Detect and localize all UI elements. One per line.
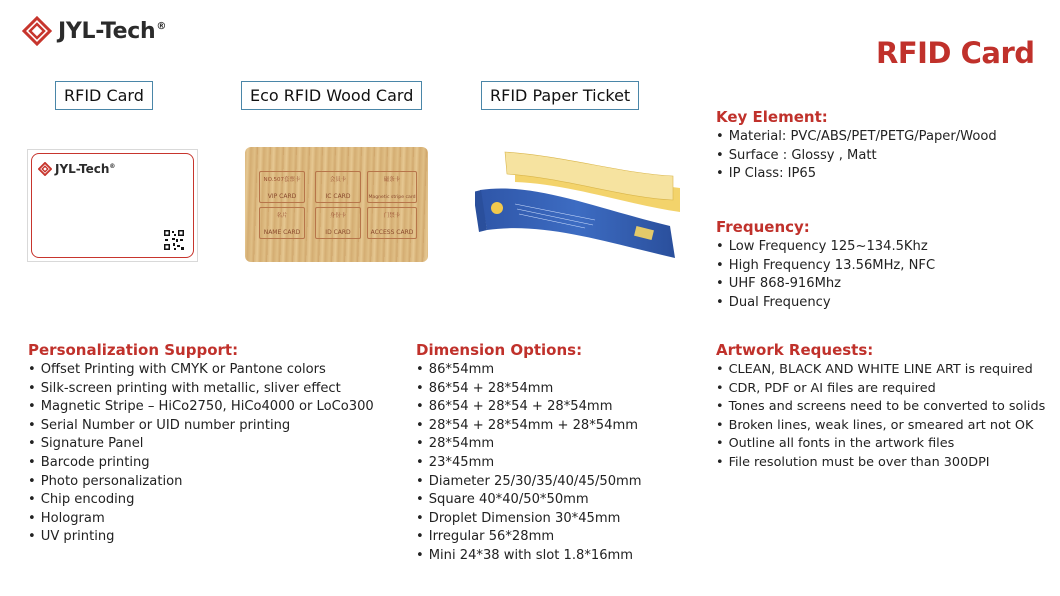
key-element-list	[716, 128, 997, 184]
dimension-list	[416, 361, 642, 566]
brand-name: JYL-Tech®	[58, 18, 167, 44]
wood-cell-ic: 会员卡 IC CARD	[315, 171, 361, 203]
personalization-list	[28, 361, 374, 547]
list-item: • Surface : Glossy , Matt	[716, 147, 997, 166]
qr-code-icon	[163, 229, 185, 251]
frequency-section	[716, 218, 935, 312]
list-item: • Barcode printing	[28, 454, 374, 473]
list-item: • File resolution must be over than 300DPI	[716, 454, 1045, 473]
list-item: • Low Frequency 125~134.5Khz	[716, 238, 935, 257]
list-item: • Droplet Dimension 30*45mm	[416, 510, 642, 529]
list-item: • Magnetic Stripe – HiCo2750, HiCo4000 or LoCo300	[28, 398, 374, 417]
personalization-section	[28, 341, 374, 547]
list-item: • Dual Frequency	[716, 294, 935, 313]
list-item: • Signature Panel	[28, 435, 374, 454]
card-border	[31, 153, 194, 258]
list-item: • 28*54mm	[416, 435, 642, 454]
list-item: • Chip encoding	[28, 491, 374, 510]
label-paper-ticket: RFID Paper Ticket	[481, 81, 639, 110]
card-logo-icon	[38, 162, 52, 176]
key-element-title: Key Element:	[716, 108, 828, 126]
list-item: • 86*54 + 28*54mm	[416, 380, 642, 399]
dimension-section	[416, 341, 642, 566]
list-item: • CDR, PDF or AI files are required	[716, 380, 1045, 399]
list-item: • CLEAN, BLACK AND WHITE LINE ART is required	[716, 361, 1045, 380]
wood-cell-magnetic: 磁条卡 Magnetic stripe card	[367, 171, 417, 203]
list-item: • Silk-screen printing with metallic, sliver effect	[28, 380, 374, 399]
paper-ticket-image	[475, 142, 690, 267]
label-eco-wood-card: Eco RFID Wood Card	[241, 81, 422, 110]
list-item: • 23*45mm	[416, 454, 642, 473]
key-element-section	[716, 108, 997, 184]
list-item: • Broken lines, weak lines, or smeared art not OK	[716, 417, 1045, 436]
frequency-list	[716, 238, 935, 312]
list-item: • Mini 24*38 with slot 1.8*16mm	[416, 547, 642, 566]
card-logo	[38, 162, 115, 176]
list-item: • High Frequency 13.56MHz, NFC	[716, 257, 935, 276]
brand-logo	[22, 16, 166, 46]
list-item: • Square 40*40/50*50mm	[416, 491, 642, 510]
list-item: • Serial Number or UID number printing	[28, 417, 374, 436]
list-item: • Material: PVC/ABS/PET/PETG/Paper/Wood	[716, 128, 997, 147]
artwork-section	[716, 341, 1045, 473]
list-item: • IP Class: IP65	[716, 165, 997, 184]
list-item: • Outline all fonts in the artwork files	[716, 435, 1045, 454]
list-item: • 86*54 + 28*54 + 28*54mm	[416, 398, 642, 417]
wood-cell-id: 身份卡 ID CARD	[315, 207, 361, 239]
ticket-emblem	[491, 202, 503, 214]
artwork-list	[716, 361, 1045, 473]
dimension-title: Dimension Options:	[416, 341, 583, 359]
card-logo-text: JYL-Tech®	[55, 162, 116, 176]
frequency-title: Frequency:	[716, 218, 810, 236]
list-item: • UV printing	[28, 528, 374, 547]
wood-cell-access: 门禁卡 ACCESS CARD	[367, 207, 417, 239]
wood-cell-name: 名片 NAME CARD	[259, 207, 305, 239]
label-rfid-card: RFID Card	[55, 81, 153, 110]
list-item: • Irregular 56*28mm	[416, 528, 642, 547]
list-item: • Hologram	[28, 510, 374, 529]
list-item: • UHF 868-916Mhz	[716, 275, 935, 294]
list-item: • Offset Printing with CMYK or Pantone colors	[28, 361, 374, 380]
list-item: • Tones and screens need to be converted to solids	[716, 398, 1045, 417]
wood-card-image	[245, 147, 428, 262]
wood-cell-vip: NO.507套票卡 VIP CARD	[259, 171, 305, 203]
list-item: • Photo personalization	[28, 473, 374, 492]
page-title: RFID Card	[876, 36, 1035, 70]
rfid-card-image	[27, 149, 198, 262]
list-item: • 28*54 + 28*54mm + 28*54mm	[416, 417, 642, 436]
artwork-title: Artwork Requests:	[716, 341, 874, 359]
personalization-title: Personalization Support:	[28, 341, 239, 359]
brand-logo-icon	[22, 16, 52, 46]
list-item: • Diameter 25/30/35/40/45/50mm	[416, 473, 642, 492]
list-item: • 86*54mm	[416, 361, 642, 380]
